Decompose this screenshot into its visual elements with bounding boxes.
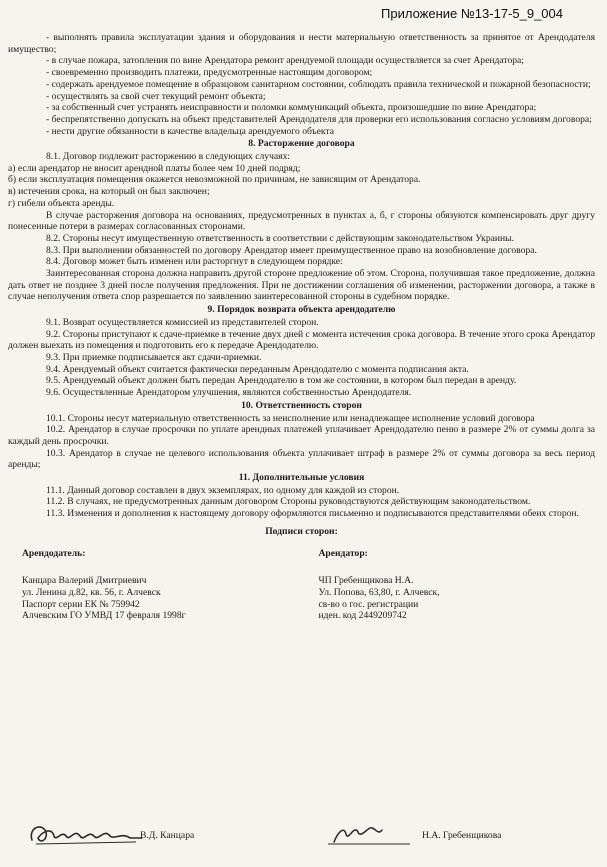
signatures-title: Подписи сторон: <box>265 525 338 537</box>
tenant-detail: св-во о гос. регистрации <box>318 598 419 610</box>
clause: 9.3. При приемке подписывается акт сдачи-приемки. <box>46 351 262 363</box>
section-heading: 9. Порядок возврата объекта арендодателю <box>207 304 396 316</box>
clause: В случае расторжения договора на основаниях, предусмотренных в пунктах а, б, г стороны обязуются компенсировать друг другу понесенные потери в размерах согласованных сторонами. <box>8 209 595 233</box>
obligation-item: - в случае пожара, затопления по вине Арендатора ремонт арендуемой площади осуществляется за счет Арендатора; <box>46 55 524 67</box>
signature-row <box>0 808 607 858</box>
clause-case: г) гибели объекта аренды. <box>8 197 115 209</box>
tenant-handwritten-signature <box>320 812 410 852</box>
landlord-role: Арендодатель: <box>22 547 86 559</box>
tenant-block <box>299 548 596 623</box>
obligation-item: - выполнять правила эксплуатации здания и оборудования и нести материальную ответственность за принятое от Арендодателя имущество; <box>8 32 595 55</box>
clause: 10.2. Арендатор в случае просрочки по уплате арендных платежей уплачивает Арендодателю пеню в размере 2% от суммы долга за каждый день просрочки. <box>8 424 595 447</box>
tenant-detail: Ул. Попова, 63,80, г. Алчевск, <box>318 586 440 598</box>
landlord-sign-name: В.Д. Канцара <box>140 830 195 841</box>
clause-case: б) если эксплуатация помещения окажется невозможной по причинам, не зависящим от Арендатора. <box>8 174 421 186</box>
clause: 8.3. При выполнении обязанностей по договору Арендатор имеет преимущественное право на возобновление договора. <box>46 244 537 256</box>
clause: 10.1. Стороны несут материальную ответственность за неисполнение или ненадлежащее исполнение условий договора <box>46 412 535 424</box>
clause: 8.1. Договор подлежит расторжению в следующих случаях: <box>46 151 291 163</box>
landlord-detail: ул. Ленина д.82, кв. 56, г. Алчевск <box>22 586 161 598</box>
clause: 9.1. Возврат осуществляется комиссией из представителей сторон. <box>46 316 319 328</box>
tenant-sign-name: Н.А. Гребенщикова <box>422 830 502 841</box>
obligations-list <box>8 32 595 137</box>
section-heading: 10. Ответственность сторон <box>241 399 362 411</box>
clause: 11.2. В случаях, не предусмотренных данным договором Стороны руководствуются действующим законодательством. <box>46 496 531 508</box>
section-liability <box>8 400 595 471</box>
landlord-signature-block <box>26 814 256 854</box>
landlord-handwritten-signature <box>26 814 146 854</box>
clause: 8.2. Стороны несут имущественную ответственность в соответствии с действующим законодательством Украины. <box>46 232 514 244</box>
obligation-item: - своевременно производить платежи, предусмотренные настоящим договором; <box>46 67 373 79</box>
section-heading: 8. Расторжение договора <box>248 138 355 150</box>
obligation-item: - беспрепятственно допускать на объект представителей Арендодателя для проверки его использования согласно условиям договора; <box>46 113 592 125</box>
tenant-role: Арендатор: <box>318 547 368 559</box>
section-heading: 11. Дополнительные условия <box>238 472 365 484</box>
clause: 9.4. Арендуемый объект считается фактически переданным Арендодателю с момента подписания акта. <box>46 363 469 375</box>
section-return <box>8 304 595 399</box>
section-additional <box>8 472 595 520</box>
landlord-detail: Алчевским ГО УМВД 17 февраля 1998г <box>22 610 186 622</box>
landlord-detail: Паспорт серии ЕК № 759942 <box>22 598 140 610</box>
obligation-item: - за собственный счет устранять неисправности и поломки коммуникаций объекта, произошедшие по вине Арендатора; <box>46 102 537 114</box>
section-termination <box>8 138 595 303</box>
clause: 11.1. Данный договор составлен в двух экземплярах, по одному для каждой из сторон. <box>46 484 400 496</box>
tenant-detail: ЧП Гребенщикова Н.А. <box>318 575 414 587</box>
clause: Заинтересованная сторона должна направить другой стороне предложение об этом. Сторона, получившая такое предложение, должна дать ответ не позднее 3 дней после получения предложения. При не достижении соглашения об изменении, расторжении договора, а также в случае неполучения ответа спор разрешается по заявлению заинтересованной стороны в судебном порядке. <box>8 268 595 303</box>
obligation-item: - нести другие обязанности в качестве владельца арендуемого объекта <box>46 125 335 137</box>
landlord-block <box>8 548 299 623</box>
clause: 10.3. Арендатор в случае не целевого использования объекта уплачивает штраф в размере 2% от суммы договора за весь период аренды; <box>8 447 595 471</box>
clause: 11.3. Изменения и дополнения к настоящему договору оформляются письменно и подписываются представителями обеих сторон. <box>46 508 579 520</box>
clause: 9.6. Осуществленные Арендатором улучшения, являются собственностью Арендодателя. <box>46 387 412 399</box>
clause-case: а) если арендатор не вносит арендной платы более чем 10 дней подряд; <box>8 162 301 174</box>
obligation-item: - осуществлять за свой счет текущий ремонт объекта; <box>46 90 266 102</box>
clause: 8.4. Договор может быть изменен или расторгнут в следующем порядке: <box>46 256 343 268</box>
tenant-signature-block <box>320 812 580 852</box>
obligation-item: - содержать арендуемое помещение в образцовом санитарном состоянии, соблюдать правила технической и пожарной безопасности; <box>46 78 591 90</box>
parties-block <box>8 548 595 623</box>
clause: 9.5. Арендуемый объект должен быть передан Арендодателю в том же состоянии, в котором был передан в аренду. <box>46 375 517 387</box>
landlord-detail: Канцара Валерий Дмитриевич <box>22 575 147 587</box>
clause: 9.2. Стороны приступают к сдаче-приемке в течение двух дней с момента истечения срока договора. В течение этого срока Арендатор должен выехать из помещения и подготовить его к передаче Арендодателю. <box>8 328 595 352</box>
clause-case: в) истечения срока, на который он был заключен; <box>8 186 210 198</box>
appendix-label: Приложение №13-17-5_9_004 <box>381 6 563 21</box>
tenant-detail: иден. код 2449209742 <box>318 610 407 622</box>
